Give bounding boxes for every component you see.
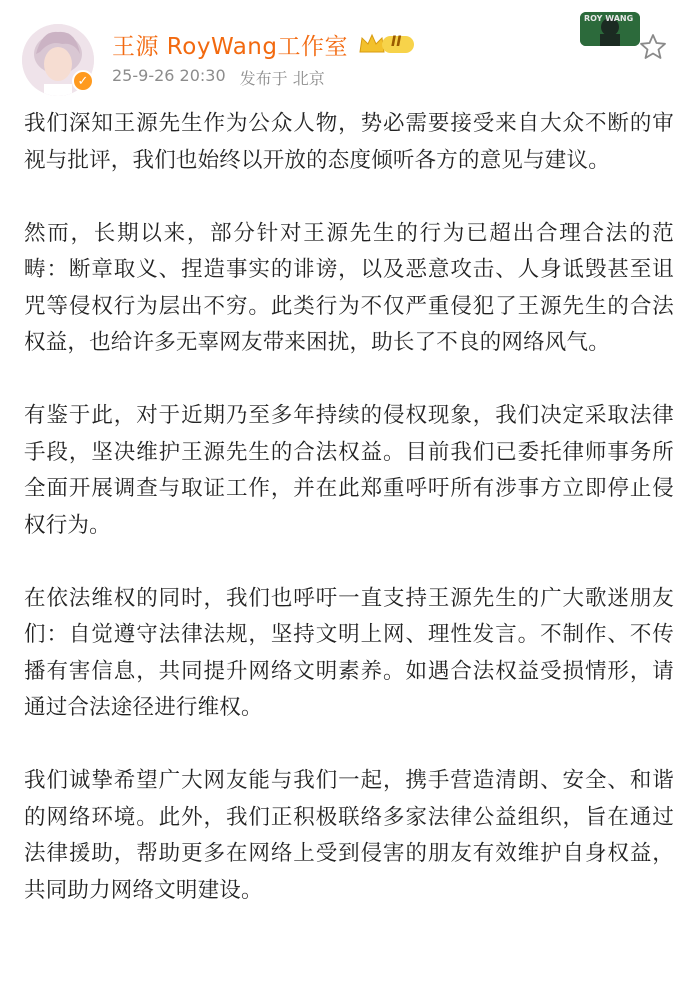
- level-badge-text: II: [390, 34, 402, 50]
- post-header: [0, 0, 690, 100]
- user-name[interactable]: 王源 RoyWang工作室: [112, 33, 348, 60]
- body-paragraph: 在依法维权的同时，我们也呼吁一直支持王源先生的广大歌迷朋友们：自觉遵守法律法规，坚持文明上网、理性发言。不制作、不传播有害信息，共同提升网络文明素养。如遇合法权益受损情形，请通过合法途径进行维权。: [24, 585, 674, 720]
- corner-avatar-image[interactable]: [580, 12, 640, 46]
- post-time: 25-9-26 20:30: [112, 66, 226, 85]
- crown-icon: [360, 35, 384, 52]
- post-meta: [112, 66, 325, 89]
- corner-image-text: ROY WANG: [584, 14, 634, 23]
- name-row: [112, 28, 416, 60]
- body-paragraph: 我们深知王源先生作为公众人物，势必需要接受来自大众不断的审视与批评，我们也始终以开放的态度倾听各方的意见与建议。: [24, 111, 674, 173]
- level-badge[interactable]: [358, 32, 416, 56]
- favorite-button[interactable]: [638, 32, 668, 62]
- verified-icon: ✓: [72, 70, 94, 92]
- post-location: 发布于 北京: [239, 69, 325, 88]
- body-paragraph: 我们诚挚希望广大网友能与我们一起，携手营造清朗、安全、和谐的网络环境。此外，我们正积极联络多家法律公益组织，旨在通过法律援助，帮助更多在网络上受到侵害的朋友有效维护自身权益，共同助力网络文明建设。: [24, 768, 674, 903]
- body-paragraph: 然而，长期以来，部分针对王源先生的行为已超出合理合法的范畴：断章取义、捏造事实的诽谤，以及恶意攻击、人身诋毁甚至诅咒等侵权行为层出不穷。此类行为不仅严重侵犯了王源先生的合法权益，也给许多无辜网友带来困扰，助长了不良的网络风气。: [24, 220, 674, 355]
- star-icon: [638, 32, 668, 62]
- post-body: [24, 106, 674, 946]
- body-paragraph: 有鉴于此，对于近期乃至多年持续的侵权现象，我们决定采取法律手段，坚决维护王源先生的合法权益。目前我们已委托律师事务所全面开展调查与取证工作，并在此郑重呼吁所有涉事方立即停止侵权行为。: [24, 403, 674, 538]
